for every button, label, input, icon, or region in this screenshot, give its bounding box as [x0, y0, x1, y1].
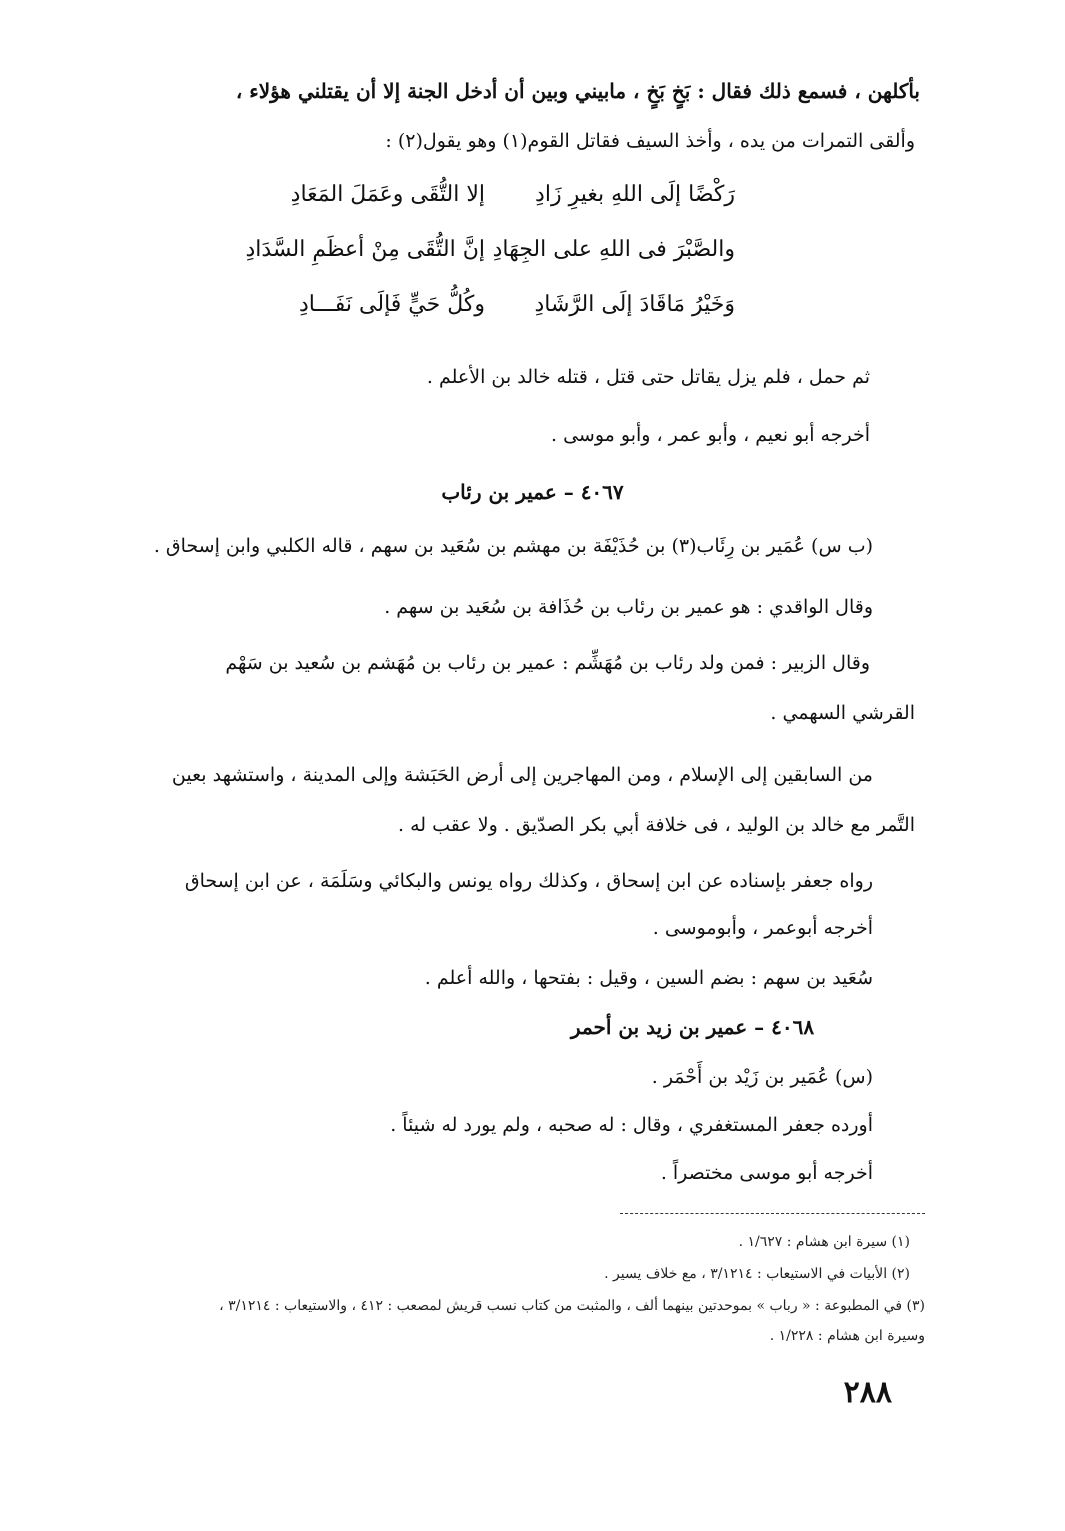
- page-number: ٢٨٨: [843, 1375, 892, 1410]
- verse-hemistich-left: إنَّ التُّقَى مِنْ أعظَمِ السَّدَادِ: [245, 237, 485, 262]
- entry-title: ٤٠٦٧ – عمير بن رئاب: [441, 480, 624, 504]
- verse-hemistich-left: وكُلُّ حَيٍّ فَإلَى نَفَـــادِ: [298, 292, 485, 317]
- takhrij-line: أخرجه أبوعمر ، وأبوموسى .: [652, 917, 873, 939]
- paragraph-line: سُعَيد بن سهم : بضم السين ، وقيل : بفتحها ، والله أعلم .: [424, 967, 873, 989]
- footnote: (٢) الأبيات في الاستيعاب : ٣/١٢١٤ ، مع خلاف يسير .: [604, 1266, 910, 1282]
- footnote: (٣) في المطبوعة : « رباب » بموحدتين بينهما ألف ، والمثبت من كتاب نسب قريش لمصعب : ٤١٢ ، والاستيعاب : ٣/١٢١٤ ،: [219, 1298, 925, 1314]
- takhrij-line: أخرجه أبو نعيم ، وأبو عمر ، وأبو موسى .: [551, 424, 870, 446]
- verse-hemistich-right: والصَّبْرَ فى اللهِ على الجِهَادِ: [492, 237, 735, 262]
- paragraph-line: وقال الواقدي : هو عمير بن رئاب بن حُذَافة بن سُعَيد بن سهم .: [384, 596, 873, 618]
- footnote: (١) سيرة ابن هشام : ١/٦٢٧ .: [738, 1234, 910, 1250]
- paragraph-line: وألقى التمرات من يده ، وأخذ السيف فقاتل القوم(١) وهو يقول(٢) :: [385, 130, 915, 152]
- paragraph-line: من السابقين إلى الإسلام ، ومن المهاجرين إلى أرض الحَبَشة وإلى المدينة ، واستشهد بعين: [171, 764, 873, 786]
- paragraph-line: (ب س) عُمَير بن رِئَاب(٣) بن حُذَيْفَة بن مهشم بن سُعَيد بن سهم ، قاله الكلبي وابن إسحاق .: [153, 535, 873, 557]
- paragraph-line: رواه جعفر بإسناده عن ابن إسحاق ، وكذلك رواه يونس والبكائي وسَلَمَة ، عن ابن إسحاق: [184, 870, 873, 892]
- paragraph-line: أورده جعفر المستغفري ، وقال : له صحبه ، ولم يورد له شيئاً .: [390, 1114, 873, 1136]
- entry-title: ٤٠٦٨ – عمير بن زيد بن أحمر: [570, 1015, 815, 1039]
- paragraph-line: بأكلهن ، فسمع ذلك فقال : بَخٍ بَخٍ ، مابيني وبين أن أدخل الجنة إلا أن يقتلني هؤلاء ،: [235, 79, 920, 103]
- paragraph-line: (س) عُمَير بن زَيْد بن أَحْمَر .: [651, 1066, 873, 1088]
- takhrij-line: أخرجه أبو موسى مختصراً .: [660, 1162, 873, 1184]
- verse-hemistich-right: وَخَيْرُ مَاقَادَ إلَى الرَّشَادِ: [534, 292, 735, 317]
- paragraph-line: التَّمر مع خالد بن الوليد ، فى خلافة أبي بكر الصدّيق . ولا عقب له .: [398, 814, 915, 836]
- verse-hemistich-right: رَكْضًا إلَى اللهِ بغيرِ زَادِ: [535, 182, 735, 207]
- verse-hemistich-left: إلا التُّقَى وعَمَلَ المَعَادِ: [290, 182, 485, 207]
- footnote-separator: [620, 1213, 925, 1214]
- paragraph-line: ثم حمل ، فلم يزل يقاتل حتى قتل ، قتله خالد بن الأعلم .: [426, 366, 870, 388]
- paragraph-line: وقال الزبير : فمن ولد رئاب بن مُهَشِّم : عمير بن رئاب بن مُهَشم بن سُعيد بن سَهْم: [225, 652, 870, 674]
- footnote: وسيرة ابن هشام : ١/٢٢٨ .: [769, 1328, 925, 1344]
- paragraph-line: القرشي السهمي .: [770, 702, 915, 724]
